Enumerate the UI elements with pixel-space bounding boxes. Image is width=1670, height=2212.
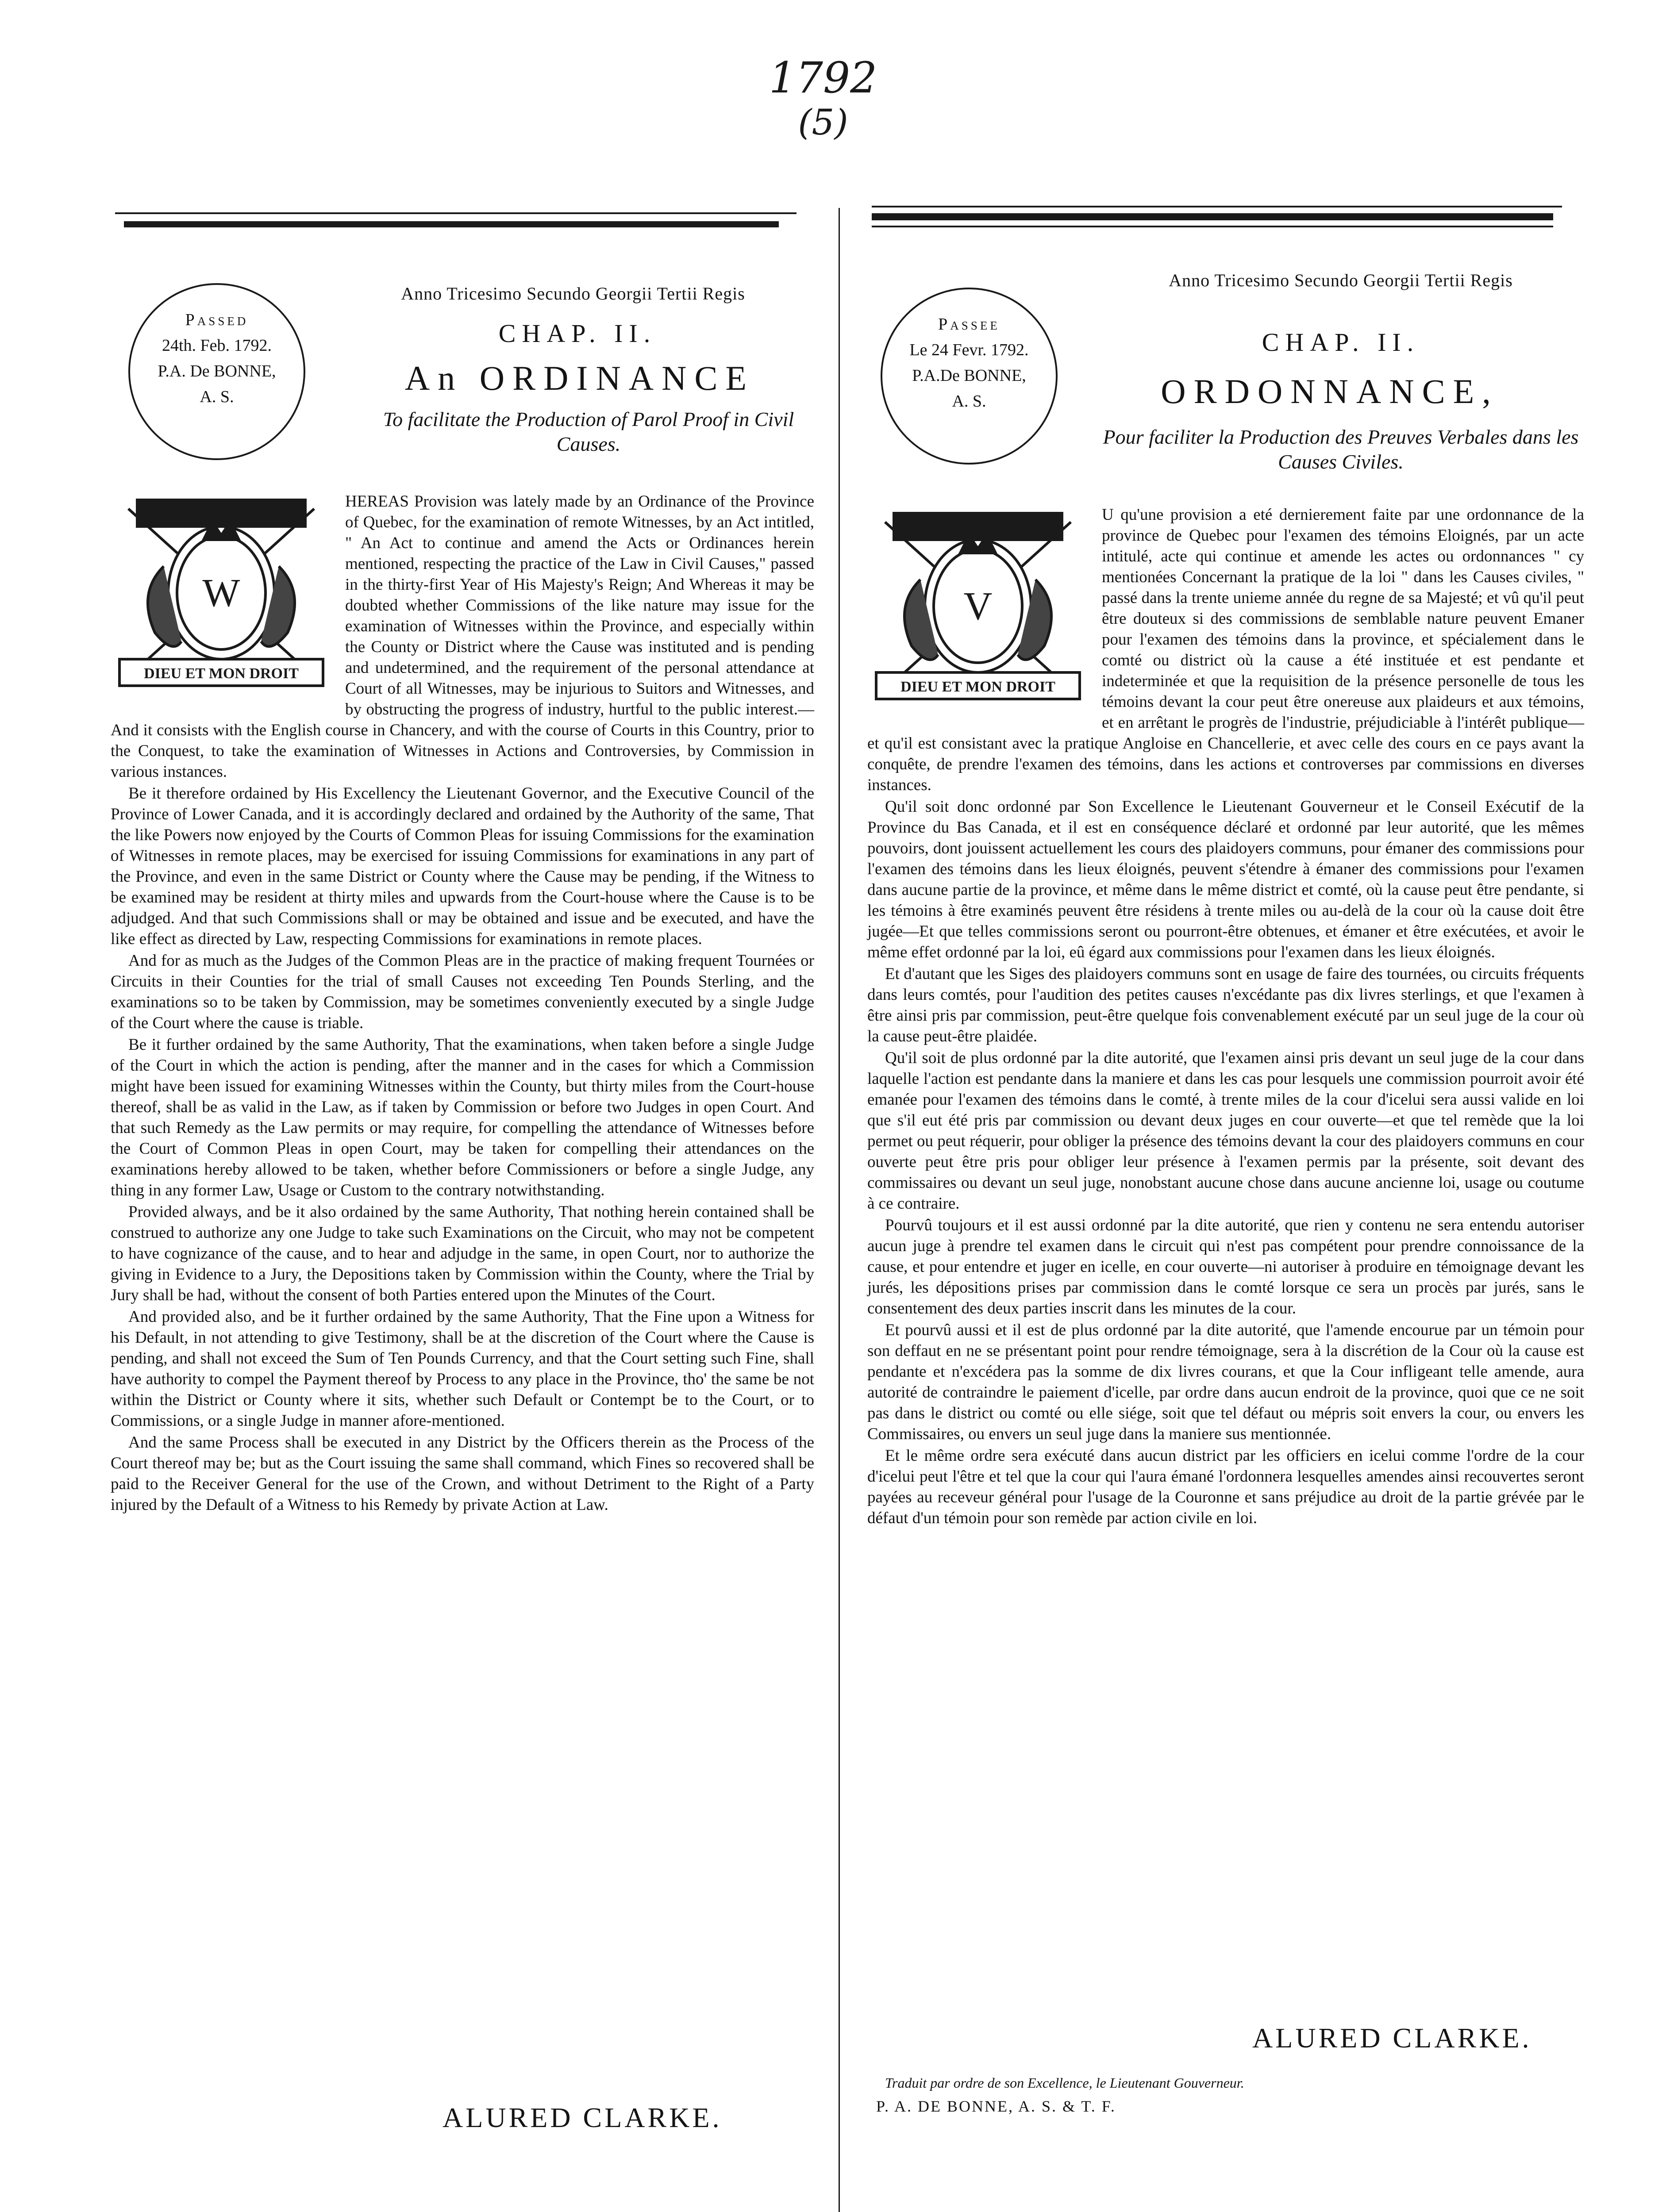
- french-paragraph: Et le même ordre sera exécuté dans aucun district par les officiers en icelui comme l'ordre de la cour d'icelui peut l'être et tel que la cour qui l'aura émané l'ordonnera lesquelles amendes ainsi recouvertes seront payées au receveur général pour l'usage de la Couronne et sans préjudice au droit de la partie grévée par le défaut d'un témoin pour son remède par action civile en loi.: [867, 1447, 1584, 1527]
- french-passed-stamp: [881, 288, 1058, 465]
- stamp-line: A. S.: [952, 392, 986, 411]
- french-paragraph: Pourvû toujours et il est aussi ordonné par la dite autorité, que rien y contenu ne sera entendu autoriser aucun juge à prendre tel examen dans le circuit qui n'est pas compétent pour prendre connoissance de la cause, et pour entendre et juger en icelle, en cour ouverte—ni autoriser à produire en témoignage devant les jurés, les dépositions prises par commission dans le comté lorsque ce sera un procès par jurés, sans le consentement des deux parties inscrit dans les minutes de la cour.: [867, 1216, 1584, 1317]
- stamp-line: P.A. De BONNE,: [158, 362, 276, 380]
- crest-motto: DIEU ET MON DROIT: [144, 665, 299, 682]
- crest-motto: DIEU ET MON DROIT: [900, 679, 1055, 695]
- english-paragraph: HEREAS Provision was lately made by an Ordinance of the Province of Quebec, for the examination of remote Witnesses, by an Act intitled, " An Act to continue and amend the Acts or Ordinances herein mentioned, respecting the practice of the Law in Civil Causes," passed in the thirty-first Year of His Majesty's Reign; And Whereas it may be doubted whether Commissions of the like nature may issue for the examination of Witnesses within the Province, and especially within the County or District where the Cause was instituted and is pending and undetermined, and the requirement of the personal attendance at Court of all Witnesses, may be injurious to Suitors and Witnesses, and by obstructing the progress of industry, hurtful to the public interest.—And it consists with the English course in Chancery, and with the course of Courts in this Country, prior to the Conquest, to take the examination of Witnesses in Actions and Controversies, by Commission in various instances.: [111, 492, 814, 781]
- french-subtitle: Pour faciliter la Production des Preuves Verbales dans les Causes Civiles.: [1103, 426, 1579, 473]
- french-paragraph: Qu'il soit de plus ordonné par la dite autorité, que l'examen ainsi pris devant un seul juge de la cour dans laquelle l'action est pendante dans la maniere et dans les cas pour lesquels une commission pourroit avoir été emanée pour l'examen des témoins dans le comté, à trente miles de la cour d'icelui sera aussi valide en loi que s'il eut été pris par commission ou devant deux juges en cour ouverte—et que tel remède que la loi permet ou peut réquerir, pour obliger la présence des témoins devant la cour des plaidoyers communs en cour ouverte peut être pris pour obliger leur présence à l'examen permis par la présente, soit devant des commissaires ou devant un seul juge, nonobstant aucune chose dans aucune ancienne loi, usage ou coutume à ce contraire.: [867, 1049, 1584, 1213]
- english-chapter: CHAP. II.: [498, 319, 657, 348]
- top-rule-left-thick: [124, 221, 779, 227]
- english-passed-stamp: [128, 283, 305, 460]
- french-paragraph: Et d'autant que les Siges des plaidoyers communs sont en usage de faire des tournées, ou circuits fréquents dans leurs comtés, pour l'audition des petites causes n'excédante pas dix livres sterlings, et que l'examen à être ainsi pris par commission, peut-être quelque fois convenablement exécuté par un seul juge de la cour où la cause peut-être plaidée.: [867, 965, 1584, 1045]
- royal-arms-crest-icon: [867, 504, 1089, 708]
- crest-letter: V: [963, 584, 993, 628]
- english-paragraph: Provided always, and be it also ordained by the same Authority, That nothing herein contained shall be construed to authorize any one Judge to take such Examinations on the Circuit, who may not be competent to have cognizance of the cause, and to hear and adjudge in the same, in open Court, nor to authorize the giving in Evidence to a Jury, the Depositions taken by Commission within the County, where the Trial by Jury shall be had, without the consent of both Parties entered upon the Minutes of the Court.: [111, 1203, 814, 1304]
- top-rule-right-thin: [872, 206, 1562, 207]
- top-rule-right-thick: [872, 213, 1553, 220]
- english-crest-space: [111, 491, 345, 703]
- handwritten-year: 1792: [769, 53, 877, 103]
- french-paragraph: Qu'il soit donc ordonné par Son Excellence le Lieutenant Gouverneur et le Conseil Exécutif de la Province du Bas Canada, et il est en conséquence déclaré et ordonné par leur autorité, que les mêmes pouvoirs, dont jouissent actuellement les cours des plaidoyers communs, pour émaner des commissions pour l'examen des témoins dans les lieux éloignés, peuvent s'étendre à émaner des commissions pour l'examen dans aucune partie de la province, et même dans le même district et comté, où la cause peut être pendante, si les témoins à être examinés peuvent être résidens à trente miles ou au-delà de la cour où la cause doit être jugée—Et que telles commissions seront ou pourront-être obtenues, et émaner et être exécutées, et avoir le même effet ordonné par la loi, eû égard aux commissions pour l'examen dans les lieux éloignés.: [867, 798, 1584, 961]
- french-signature: ALURED CLARKE.: [1252, 2022, 1532, 2054]
- stamp-line: 24th. Feb. 1792.: [162, 336, 272, 355]
- stamp-line: P.A.De BONNE,: [912, 366, 1026, 385]
- top-rule-right-thin-2: [872, 226, 1553, 227]
- english-regnal-year: Anno Tricesimo Secundo Georgii Tertii Regis: [401, 284, 745, 303]
- french-chapter: CHAP. II.: [1262, 328, 1420, 357]
- french-translator: P. A. DE BONNE, A. S. & T. F.: [876, 2097, 1116, 2115]
- english-signature: ALURED CLARKE.: [443, 2102, 722, 2133]
- english-paragraph: And the same Process shall be executed in any District by the Officers therein as the Process of the Court thereof may be; but as the Court issuing the same shall command, which Fines so recovered shall be paid to the Receiver General for the use of the Crown, and without Detriment to the Right of a Party injured by the Default of a Witness to his Remedy by private Action at Law.: [111, 1433, 814, 1514]
- english-paragraph: Be it therefore ordained by His Excellency the Lieutenant Governor, and the Executive Council of the Province of Lower Canada, and it is accordingly declared and ordained by the Authority of the same, That the like Powers now enjoyed by the Courts of Common Pleas for issuing Commissions for the examination of Witnesses in remote places, may be exercised for issuing Commissions for examinations in any part of the Province, and even in the same District or County where the Cause may be pending, if the Witness to be examined may be resident at thirty miles and upwards from the Court-house where the Cause is to be adjudged. And that such Commissions shall or may be obtained and issue and be executed, and have the like effect as directed by Law, respecting Commissions for examinations in remote places.: [111, 784, 814, 948]
- english-title: An ORDINANCE: [404, 359, 755, 397]
- french-title: ORDONNANCE,: [1161, 372, 1499, 411]
- stamp-line: Passee: [938, 315, 1000, 334]
- stamp-line: Passed: [185, 311, 249, 329]
- stamp-line: Le 24 Fevr. 1792.: [909, 341, 1029, 359]
- english-paragraph: And provided also, and be it further ordained by the same Authority, That the Fine upon a Witness for his Default, in not attending to give Testimony, shall be at the discretion of the Court where the Cause is pending, and shall not exceed the Sum of Ten Pounds Currency, and that the Court setting such Fine, shall have authority to compel the Payment thereof by Process to any place in the Province, tho' the same be not within the District or County where it sits, whether such Default or Contempt be to the Court, or to Commissions, or a single Judge in manner afore-mentioned.: [111, 1308, 814, 1430]
- english-paragraph: Be it further ordained by the same Authority, That the examinations, when taken before a single Judge of the Court in which the action is pending, after the manner and in the cases for which a Commission might have been issued for examining Witnesses within the County, but thirty miles from the Court-house thereof, shall be as valid in the Law, as if taken by Commission or before two Judges in open Court. And that such Remedy as the Law permits or may require, for compelling the attendance of Witnesses before the Court of Common Pleas in open Court, may be taken for compelling their attendances on the examinations hereby allowed to be taken, whether before Commissioners or before a single Judge, any thing in any former Law, Usage or Custom to the contrary notwithstanding.: [111, 1036, 814, 1199]
- column-divider: [839, 208, 840, 2212]
- top-rule-left-thin: [115, 212, 797, 214]
- english-body: [111, 491, 814, 1516]
- handwritten-page-number: (5): [798, 102, 848, 143]
- french-crest-space: [867, 504, 1102, 717]
- crest-letter: W: [202, 571, 240, 615]
- english-paragraph: And for as much as the Judges of the Common Pleas are in the practice of making frequent Tournées or Circuits in their Counties for the trial of small Causes not exceeding Ten Pounds Sterling, and the examinations so to be taken by Commission, may be sometimes conveniently executed by a single Judge of the Court where the cause is triable.: [111, 952, 814, 1032]
- french-paragraph: U qu'une provision a eté dernierement faite par une ordonnance de la province de Quebec pour l'examen des témoins Eloignés, par un acte intitulé, acte qui continue et amende les actes ou ordonnances " cy mentionées Concernant la pratique de la loi " dans les Causes civiles, " passé dans la trente unieme année du regne de sa Majesté; et vû qu'il peut être douteux si des commissions de semblable nature peuvent Emaner pour l'examen des témoins dans la province, et spécialement dans le comté ou district où la cause a été instituée et est pendante et indeterminée et que la requisition de la présence personelle de tous les témoins devant la cour peut être onereuse aux plaideurs et aux témoins, et en arrêtant le progrès de l'industrie, préjudiciable à l'intérêt publique—et qu'il est consistant avec la pratique Angloise en Chancellerie, et avec celle des cours en ce pays avant la conquête, de prendre l'examen des témoins, dans les actions et controverses par commissions en diverses instances.: [867, 506, 1584, 794]
- french-translation-note: Traduit par ordre de son Excellence, le Lieutenant Gouverneur.: [885, 2075, 1244, 2091]
- royal-arms-crest-icon: [111, 491, 332, 695]
- french-paragraph: Et pourvû aussi et il est de plus ordonné par la dite autorité, que l'amende encourue par un témoin pour son deffaut en ne se présentant point pour rendre témoignage, sera à la discrétion de la Cour où la cause est pendante et n'excédera pas la somme de dix livres courans, et que la Cour infligeant telle amende, aura autorité de contraindre le paiement d'icelle, par ordre dans aucun endroit de la province, quoi que ce ne soit pas dans le district ou comté ou elle siége, soit que tel défaut ou mépris soit envers la cour, ou envers les Commissaires, ou envers un seul juge dans la maniere sus mentionnée.: [867, 1321, 1584, 1443]
- english-subtitle: To facilitate the Production of Parol Proof in Civil Causes.: [383, 408, 794, 455]
- stamp-line: A. S.: [200, 388, 234, 406]
- french-regnal-year: Anno Tricesimo Secundo Georgii Tertii Regis: [1169, 270, 1513, 290]
- french-body: [867, 504, 1584, 1529]
